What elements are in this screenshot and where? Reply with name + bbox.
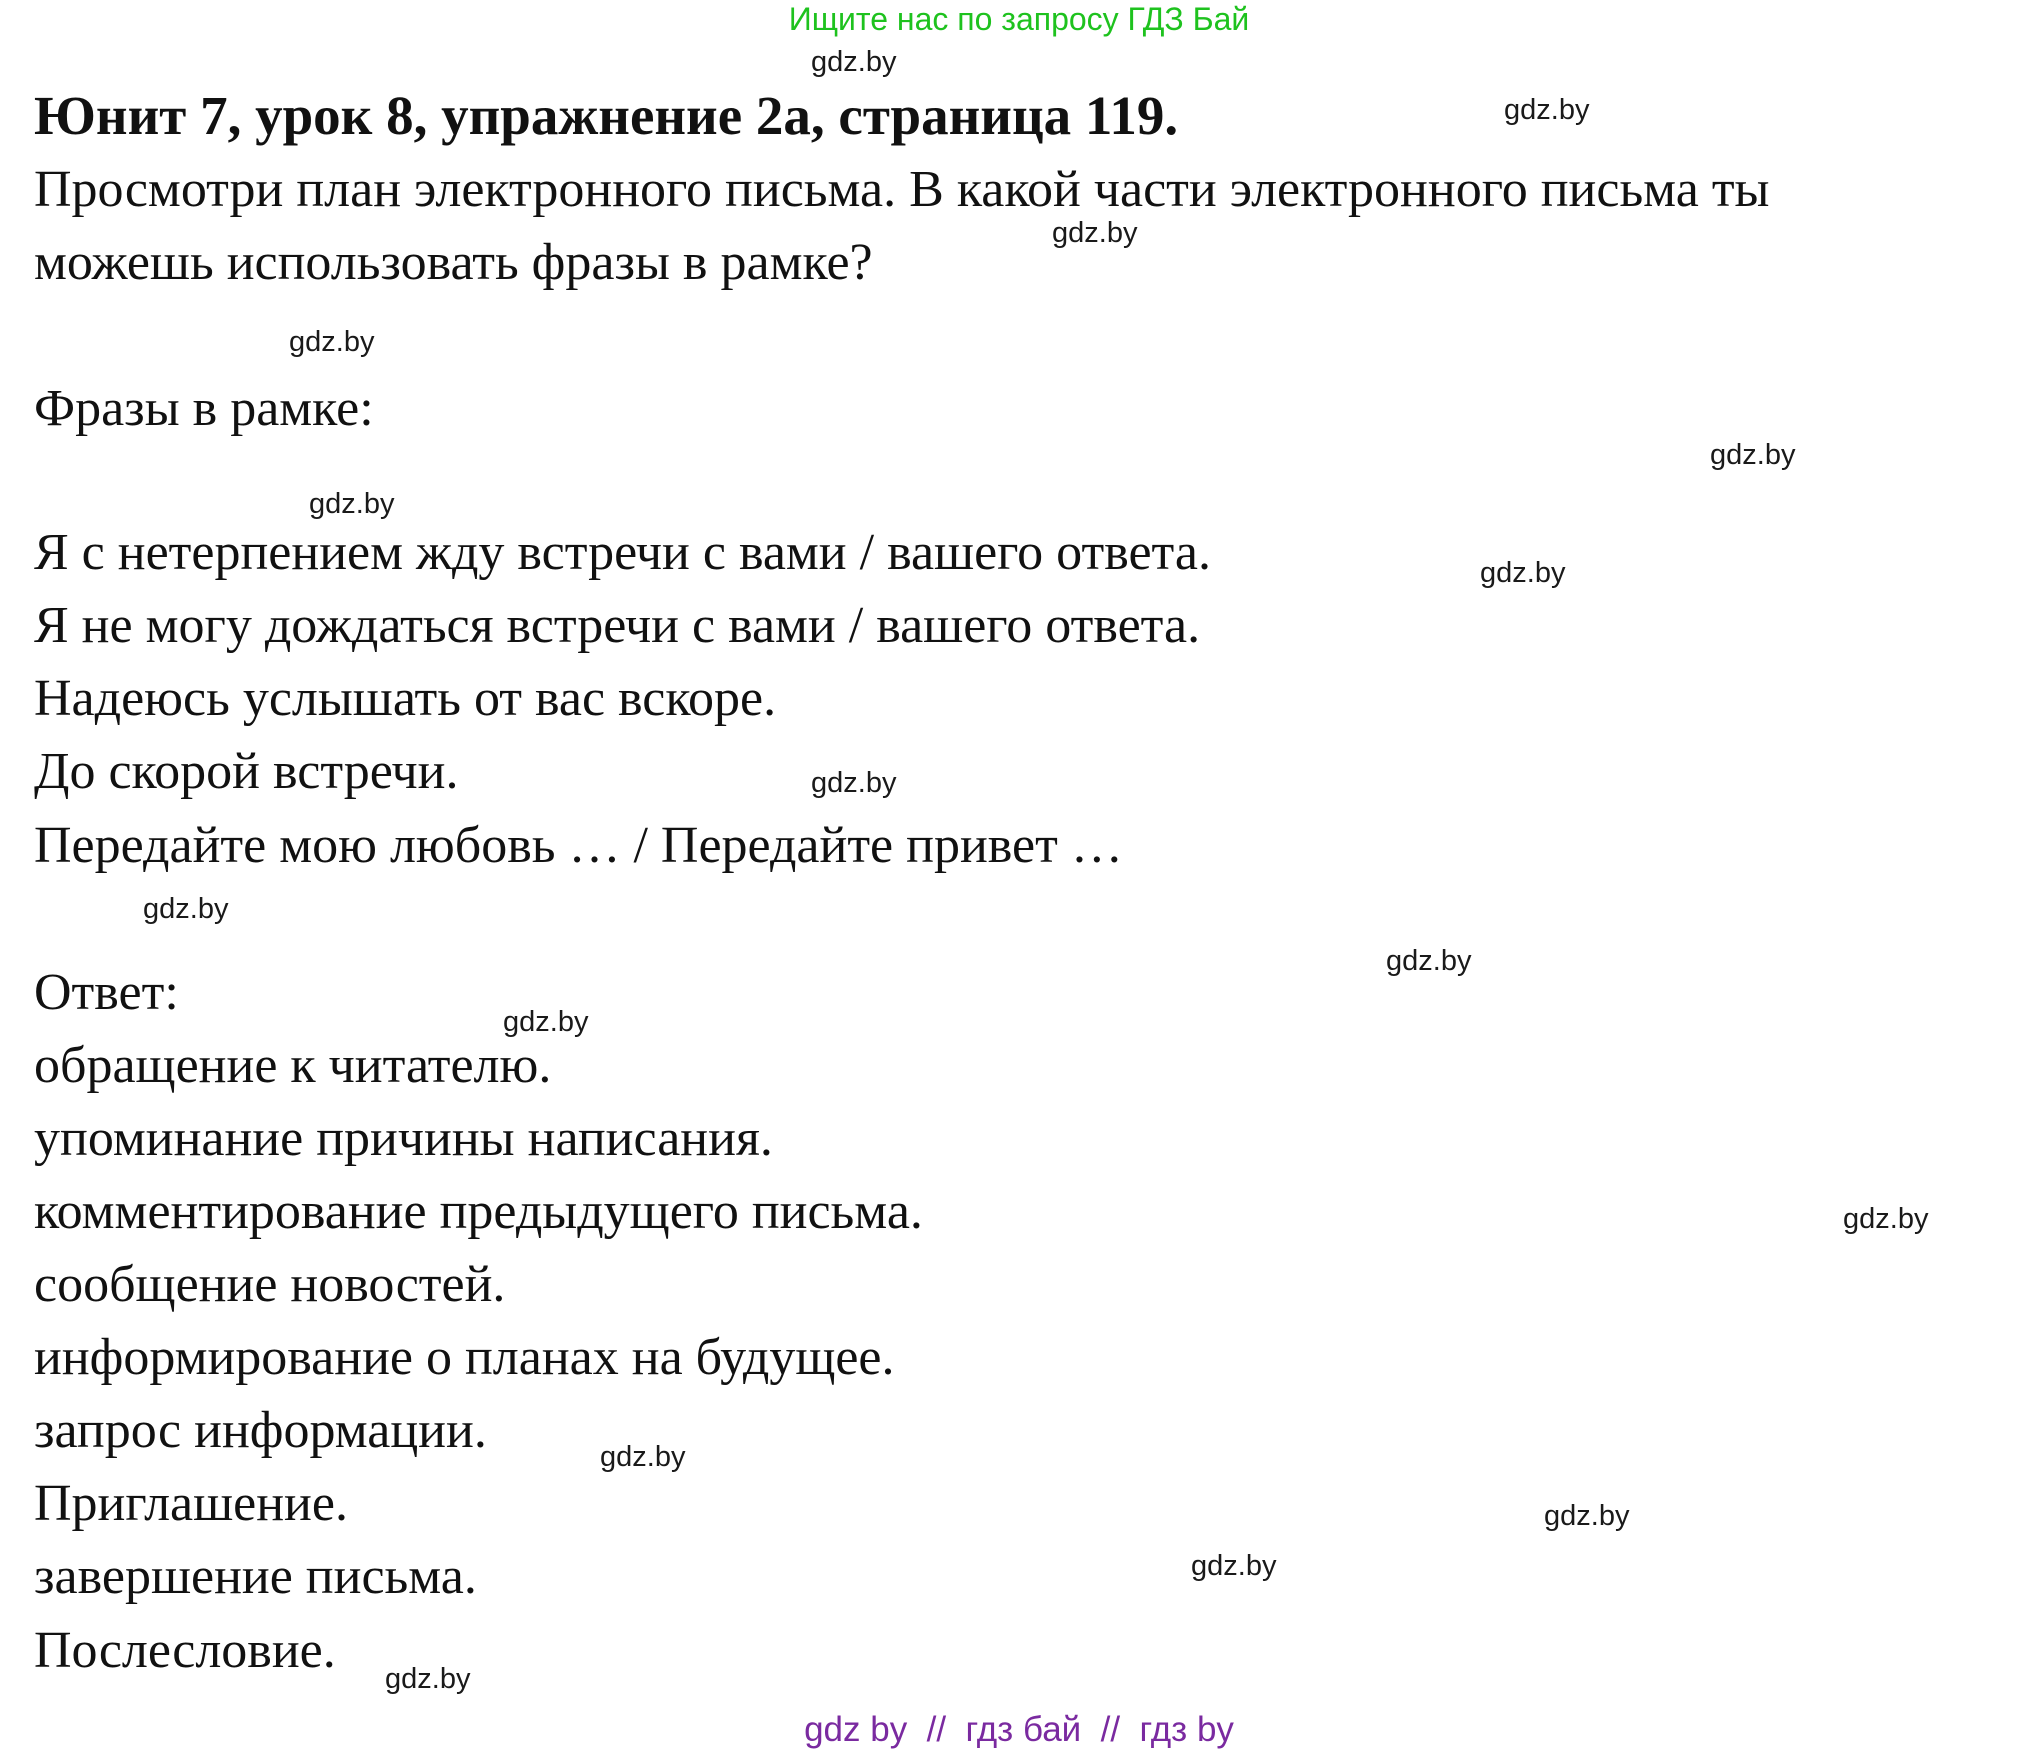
watermark: gdz.by [1386, 945, 1472, 977]
answer-item-8: завершение письма. [34, 1548, 477, 1605]
watermark: gdz.by [1480, 557, 1566, 589]
watermark: gdz.by [1843, 1203, 1929, 1235]
watermark: gdz.by [1544, 1500, 1630, 1532]
search-banner: Ищите нас по запросу ГДЗ Бай [788, 1, 1250, 37]
phrase-item-1: Я с нетерпением жду встречи с вами / вашего ответа. [34, 524, 1211, 581]
watermark: gdz.by [1191, 1550, 1277, 1582]
answer-item-3: комментирование предыдущего письма. [34, 1183, 923, 1240]
phrases-label: Фразы в рамке: [34, 380, 374, 437]
answer-item-2: упоминание причины написания. [34, 1110, 773, 1167]
answer-item-6: запрос информации. [34, 1402, 487, 1459]
watermark: gdz.by [143, 893, 229, 925]
answer-item-4: сообщение новостей. [34, 1256, 506, 1313]
watermark: gdz.by [811, 46, 897, 78]
answer-label: Ответ: [34, 964, 179, 1021]
answer-item-7: Приглашение. [34, 1475, 348, 1532]
phrase-item-3: Надеюсь услышать от вас вскоре. [34, 670, 777, 727]
answer-item-1: обращение к читателю. [34, 1037, 552, 1094]
answer-item-9: Послесловие. [34, 1622, 336, 1679]
task-text-line-2: можешь использовать фразы в рамке? [34, 234, 873, 291]
task-text-line-1: Просмотри план электронного письма. В какой части электронного письма ты [34, 161, 1770, 218]
watermark: gdz.by [309, 488, 395, 520]
watermark: gdz.by [1504, 94, 1590, 126]
watermark: gdz.by [1710, 439, 1796, 471]
phrase-item-5: Передайте мою любовь … / Передайте привет … [34, 817, 1123, 874]
answer-item-5: информирование о планах на будущее. [34, 1329, 895, 1386]
watermark: gdz.by [289, 326, 375, 358]
phrase-item-2: Я не могу дождаться встречи с вами / вашего ответа. [34, 597, 1201, 654]
watermark: gdz.by [385, 1663, 471, 1695]
watermark: gdz.by [600, 1441, 686, 1473]
watermark: gdz.by [1052, 217, 1138, 249]
watermark: gdz.by [811, 767, 897, 799]
footer-links: gdz by // гдз бай // гдз by [804, 1710, 1234, 1749]
page-title: Юнит 7, урок 8, упражнение 2а, страница 119. [34, 85, 1179, 146]
phrase-item-4: До скорой встречи. [34, 743, 459, 800]
watermark: gdz.by [503, 1006, 589, 1038]
